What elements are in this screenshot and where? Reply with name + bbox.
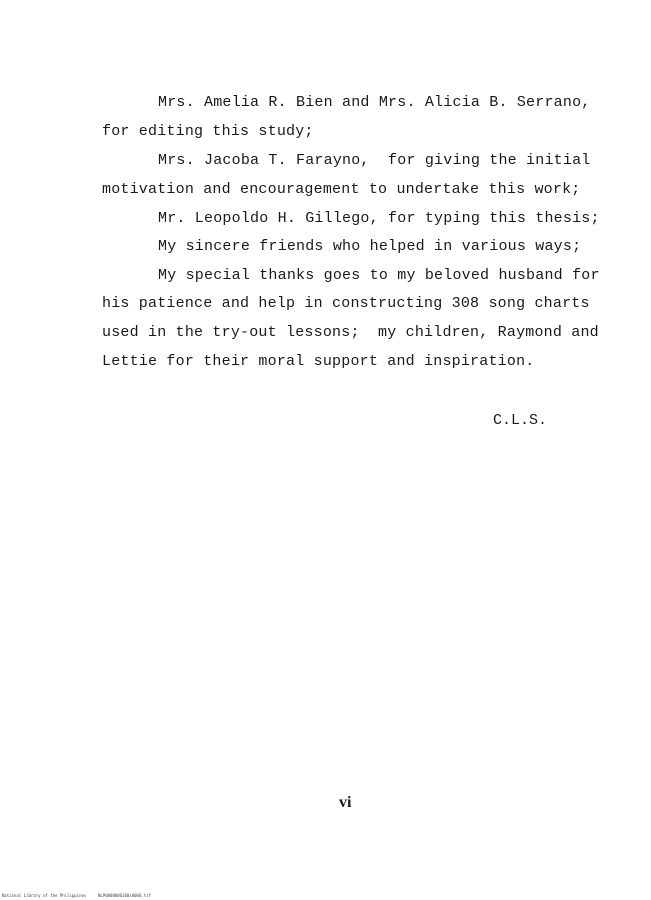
footer-library-credit: National Library of the Philippines [2, 893, 87, 898]
acknowledgment-line: motivation and encouragement to undertake this work; [102, 181, 581, 198]
acknowledgment-line: Mrs. Jacoba T. Farayno, for giving the initial [158, 152, 591, 169]
acknowledgment-line: My special thanks goes to my beloved husband for [158, 267, 600, 284]
page-number: vi [339, 794, 352, 811]
acknowledgment-line: Mrs. Amelia R. Bien and Mrs. Alicia B. Serrano, [158, 94, 591, 111]
acknowledgment-line: Mr. Leopoldo H. Gillego, for typing this thesis; [158, 210, 600, 227]
acknowledgment-line: for editing this study; [102, 123, 314, 140]
footer-file-code: NLP0000000100x0000.tif [98, 893, 151, 898]
acknowledgment-line: his patience and help in constructing 308 song charts [102, 295, 590, 312]
author-initials: C.L.S. [493, 412, 548, 429]
acknowledgment-line: Lettie for their moral support and inspiration. [102, 353, 535, 370]
acknowledgment-line: My sincere friends who helped in various ways; [158, 238, 582, 255]
acknowledgment-line: used in the try-out lessons; my children, Raymond and [102, 324, 599, 341]
